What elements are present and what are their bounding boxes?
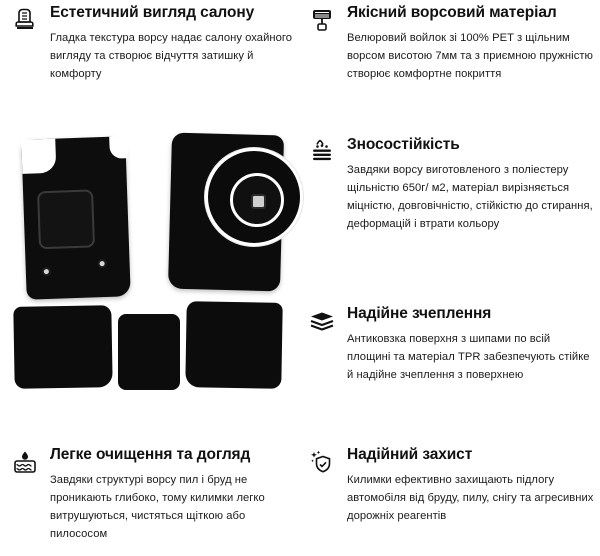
- feature-title: Естетичний вигляд салону: [50, 4, 255, 21]
- feature-body: Завдяки структурі ворсу пил і бруд не проникають глибоко, тому килимки легко витрушуються, чистяться щіткою або пилососом: [50, 473, 265, 541]
- feature-title: Надійний захист: [347, 446, 473, 463]
- layers-grip-icon: [307, 306, 337, 336]
- shield-sparkle-icon: [307, 447, 337, 477]
- fixing-eyelet: [97, 259, 106, 268]
- feature-block-protection: [307, 446, 595, 525]
- feature-title: Якісний ворсовий матеріал: [347, 4, 557, 21]
- fixing-eyelet: [42, 267, 51, 276]
- feature-block-easy-cleaning: [10, 446, 295, 543]
- feature-body: Велюровий войлок зі 100% PET з щільним ворсом висотою 7мм та з приємною пружністю створює комфортне покриття: [347, 31, 593, 81]
- rear-center-mat: [118, 314, 180, 390]
- feature-body: Гладка текстура ворсу надає салону охайного вигляду та створює відчуття затишку й комфорту: [50, 31, 293, 81]
- texture-zoom-inner-ring: [230, 173, 284, 227]
- washing-icon: [10, 447, 40, 477]
- durability-icon: [307, 137, 337, 167]
- product-photo-mats-set: [0, 118, 300, 436]
- feature-block-interior-look: [10, 4, 295, 83]
- feature-body: Антиковзка поверхня з шипами по всій площині та матеріал TPR забезпечують стійке й надійне зчеплення з поверхнею: [347, 332, 590, 382]
- feature-body: Завдяки ворсу виготовленого з поліестеру щільністю 650г/ м2, матеріал вирізняється міцністю, довговічністю, стійкістю до стирання, деформацій і втрати кольору: [347, 163, 593, 231]
- feature-title: Надійне зчеплення: [347, 305, 492, 322]
- driver-mat-notch-right: [109, 136, 128, 159]
- feature-block-durability: [307, 136, 595, 233]
- feature-block-grip: [307, 305, 595, 384]
- driver-mat: [21, 136, 131, 300]
- pile-roller-icon: [307, 5, 337, 35]
- feature-title: Легке очищення та догляд: [50, 446, 251, 463]
- feature-block-pile-material: [307, 4, 595, 83]
- rear-left-mat: [13, 305, 112, 389]
- driver-mat-notch: [21, 139, 56, 174]
- feature-title: Зносостійкість: [347, 136, 460, 153]
- car-seat-icon: [10, 5, 40, 35]
- feature-body: Килимки ефективно захищають підлогу автомобіля від бруду, пилу, снігу та агресивних дорожніх реагентів: [347, 473, 594, 523]
- rear-right-mat: [185, 301, 282, 389]
- fixing-clip-closeup: [251, 194, 266, 209]
- heel-pad: [37, 189, 95, 249]
- texture-zoom-callout: [205, 148, 303, 246]
